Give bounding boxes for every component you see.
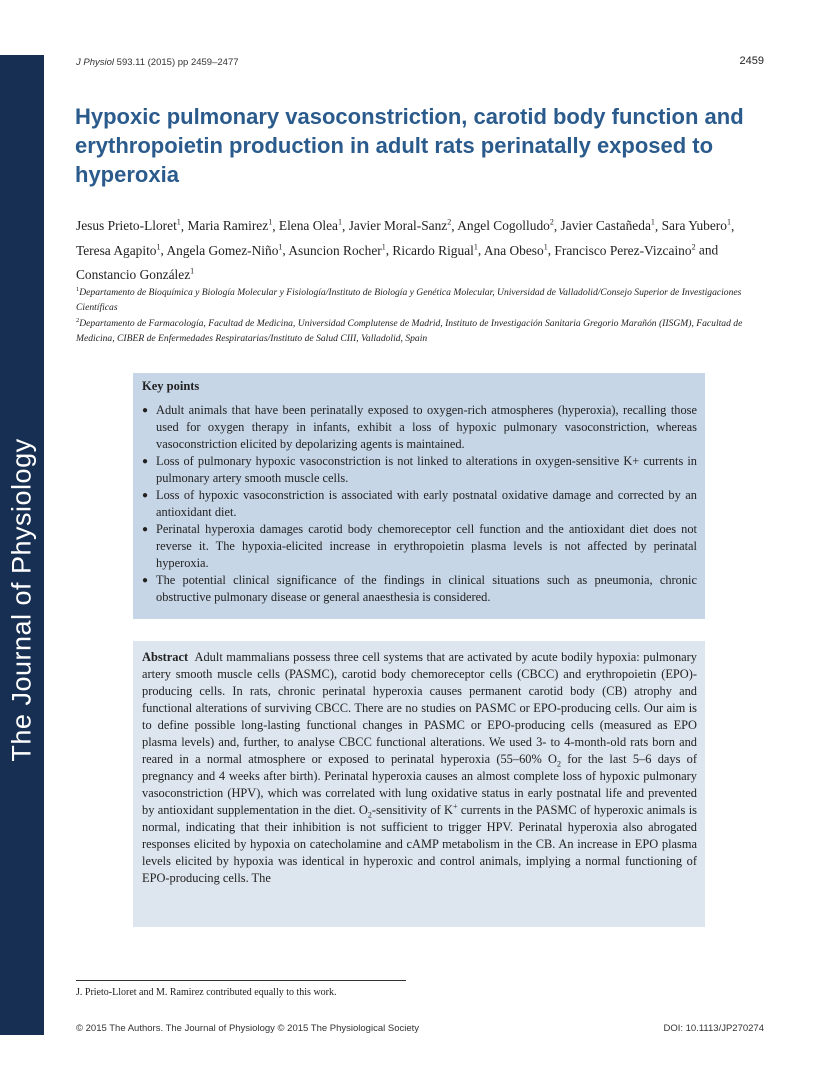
- key-point-item: ● Adult animals that have been perinatally exposed to oxygen-rich atmospheres (hyperoxia), recalling those used for oxygen therapy in infants, exhibit a loss of hypoxic pulmonary vasoconstriction, whereas vasoconstriction elicited by depolarizing agents is maintained.: [142, 403, 697, 451]
- author-affiliation: 1: [473, 242, 478, 252]
- author: [349, 218, 452, 233]
- author-name: Javier Castañeda: [560, 218, 651, 234]
- citation-header: [76, 57, 239, 68]
- key-points-heading: Key points: [142, 379, 200, 393]
- footnote: J. Prieto-Lloret and M. Ramirez contributed equally to this work.: [76, 987, 337, 998]
- author: [166, 243, 282, 258]
- footnote-divider: [76, 980, 406, 981]
- citation-details: 593.11 (2015) pp 2459–2477: [116, 57, 239, 68]
- author-name: Maria Ramirez: [187, 218, 269, 234]
- author-affiliation: 1: [543, 242, 548, 252]
- bullet-icon: ●: [142, 405, 149, 416]
- author-affiliation: 1: [726, 218, 731, 227]
- key-point-item: ● Perinatal hyperoxia damages carotid body chemoreceptor cell function and the antioxidant diet does not reverse it. The hypoxia-elicited increase in erythropoietin plasma levels is not affected by perinatal hyperoxia.: [142, 522, 697, 570]
- affiliation-number: 1: [76, 286, 80, 293]
- key-points-list: [142, 402, 697, 606]
- author: [188, 218, 273, 233]
- bullet-icon: ●: [142, 456, 149, 467]
- bullet-icon: ●: [142, 575, 149, 586]
- affiliation-text: Departamento de Farmacología, Facultad de Medicina, Universidad Complutense de Madrid, Instituto de Investigación Sanitaria Gregorio Marañón (IISGM), Facultad de Medicina, CIBER de Enfermedades Respiratarias/Instituto de Salud CIII, Valladolid, Spain: [76, 318, 743, 345]
- author-affiliation: 1: [650, 218, 655, 227]
- author-affiliation: 2: [447, 218, 452, 227]
- key-point-item: ● Loss of pulmonary hypoxic vasoconstriction is not linked to alterations in oxygen-sensitive K+ currents in pulmonary artery smooth muscle cells.: [142, 454, 697, 485]
- author-name: Teresa Agapito: [76, 242, 157, 258]
- author-conjunction: and: [698, 242, 719, 258]
- author-name: Jesus Prieto-Lloret: [76, 218, 177, 234]
- author: [561, 218, 655, 233]
- affiliation-1: [76, 282, 766, 315]
- author: [457, 218, 554, 233]
- key-point-item: ● The potential clinical significance of the findings in clinical situations such as pneumonia, chronic obstructive pulmonary disease or general anaesthesia is considered.: [142, 573, 697, 604]
- author-name: Angela Gomez-Niño: [166, 242, 279, 258]
- author-name: Francisco Perez-Vizcaino: [554, 242, 692, 258]
- author-list: Jesus Prieto-Lloret$^1$, Maria Ramirez$^1$, Elena Olea$^1$, Javier Moral-Sanz$^2$, Angel Cogolludo$^2$, Javier Castañeda$^1$, Sara Yubero$^1$, Teresa Agapito$^1$, Angela Gomez-Niño$^1$, Asuncion Rocher$^1$, Ricardo Rigual$^1$, Ana Obeso$^1$, Francisco Perez-Vizcaino$^2$ and Constancio González$^1$: [76, 218, 735, 283]
- author: [288, 243, 385, 258]
- author-affiliation: 2: [549, 218, 554, 227]
- author-name: Asuncion Rocher: [288, 242, 382, 258]
- author: [76, 243, 161, 258]
- doi: DOI: 10.1113/JP270274: [663, 1023, 764, 1034]
- article-title: Hypoxic pulmonary vasoconstriction, carotid body function and erythropoietin production in adult rats perinatally exposed to hyperoxia: [75, 104, 744, 187]
- author: [484, 243, 548, 258]
- key-point-item: ● Loss of hypoxic vasoconstriction is associated with early postnatal oxidative damage and corrected by an antioxidant diet.: [142, 488, 697, 519]
- author: [662, 218, 731, 233]
- bullet-icon: ●: [142, 490, 149, 501]
- author-name: Ricardo Rigual: [392, 242, 474, 258]
- author-affiliation: 1: [156, 242, 161, 252]
- author: [76, 267, 194, 282]
- author-name: Javier Moral-Sanz: [348, 218, 448, 234]
- author-affiliation: 1: [278, 242, 283, 252]
- author-affiliation: 1: [338, 218, 342, 227]
- author-affiliation: 1: [190, 266, 195, 276]
- author-name: Ana Obeso: [483, 242, 544, 258]
- author-affiliation: 1: [268, 218, 273, 227]
- author: [392, 243, 477, 258]
- author-name: Sara Yubero: [661, 218, 727, 234]
- journal-side-title: The Journal of Physiology: [6, 438, 37, 762]
- author-affiliation: 2: [691, 242, 696, 252]
- author-name: Elena Olea: [278, 218, 338, 234]
- citation-journal: J Physiol: [76, 57, 115, 68]
- author-affiliation: 1: [176, 218, 181, 227]
- author-name: Constancio González: [76, 267, 191, 283]
- bullet-icon: ●: [142, 524, 149, 535]
- abstract-box: Abstract Adult mammalians possess three cell systems that are activated by acute bodily hypoxia: pulmonary artery smooth muscle cells (PASMC), carotid body chemoreceptor cells (CBCC) and erythropoietin (EPO)-producing cells. In rats, chronic perinatal hyperoxia causes permanent carotid body (CB) atrophy and functional alterations of surviving CBCC. There are no studies on PASMC or EPO-producing cells. Our aim is to define possible long-lasting functional changes in PASMC or EPO-producing cells (measured as EPO plasma levels) and, further, to analyse CBCC functional alterations. We used 3- to 4-month-old rats born and reared in a normal atmosphere or exposed to perinatal hyperoxia (55–60% $O_2$ for the last 5–6 days of pregnancy and 4 weeks after birth). Perinatal hyperoxia causes an almost complete loss of hypoxic pulmonary vasoconstriction (HPV), which was correlated with lung oxidative status in early postnatal life and prevented by antioxidant supplementation in the diet. $O_2$-sensitivity of K+ currents in the PASMC of hyperoxic animals is normal, indicating that their inhibition is not sufficient to trigger HPV. Perinatal hyperoxia also abrogated responses elicited by hypoxia on catecholamine and cAMP metabolism in the CB. An increase in EPO plasma levels elicited by hypoxia was identical in hyperoxic and control animals, implying a normal functioning of EPO-producing cells. The: [133, 641, 705, 927]
- affiliation-text: Departamento de Bioquímica y Biología Molecular y Fisiología/Instituto de Biología y Genética Molecular, Universidad de Valladolid/Consejo Superior de Investigaciones Científicas: [76, 287, 742, 314]
- author: [554, 243, 695, 258]
- page-number: 2459: [739, 55, 764, 67]
- abstract-text: Adult mammalians possess three cell systems that are activated by acute bodily hypoxia: pulmonary artery smooth muscle cells (PASMC), carotid body chemoreceptor cells (CBCC) and erythropoietin (EPO)-producing cells. In rats, chronic perinatal hyperoxia causes permanent carotid body (CB) atrophy and functional alterations of surviving CBCC. There are no studies on PASMC or EPO-producing cells. Our aim is to define possible long-lasting functional changes in PASMC or EPO-producing cells (measured as EPO plasma levels) and, further, to analyse CBCC functional alterations. We used 3- to 4-month-old rats born and reared in a normal atmosphere or exposed to perinatal hyperoxia (55–60% O: [142, 650, 697, 766]
- affiliation-2: [76, 313, 766, 346]
- journal-side-band: [0, 55, 44, 1035]
- copyright-notice: © 2015 The Authors. The Journal of Physiology © 2015 The Physiological Society: [76, 1023, 420, 1034]
- affiliation-number: 2: [76, 317, 80, 324]
- author-name: Angel Cogolludo: [457, 218, 550, 234]
- key-points-box: [133, 373, 705, 619]
- author-affiliation: 1: [381, 242, 386, 252]
- abstract-label: Abstract: [142, 650, 189, 664]
- author: [279, 218, 342, 233]
- author: [76, 218, 181, 233]
